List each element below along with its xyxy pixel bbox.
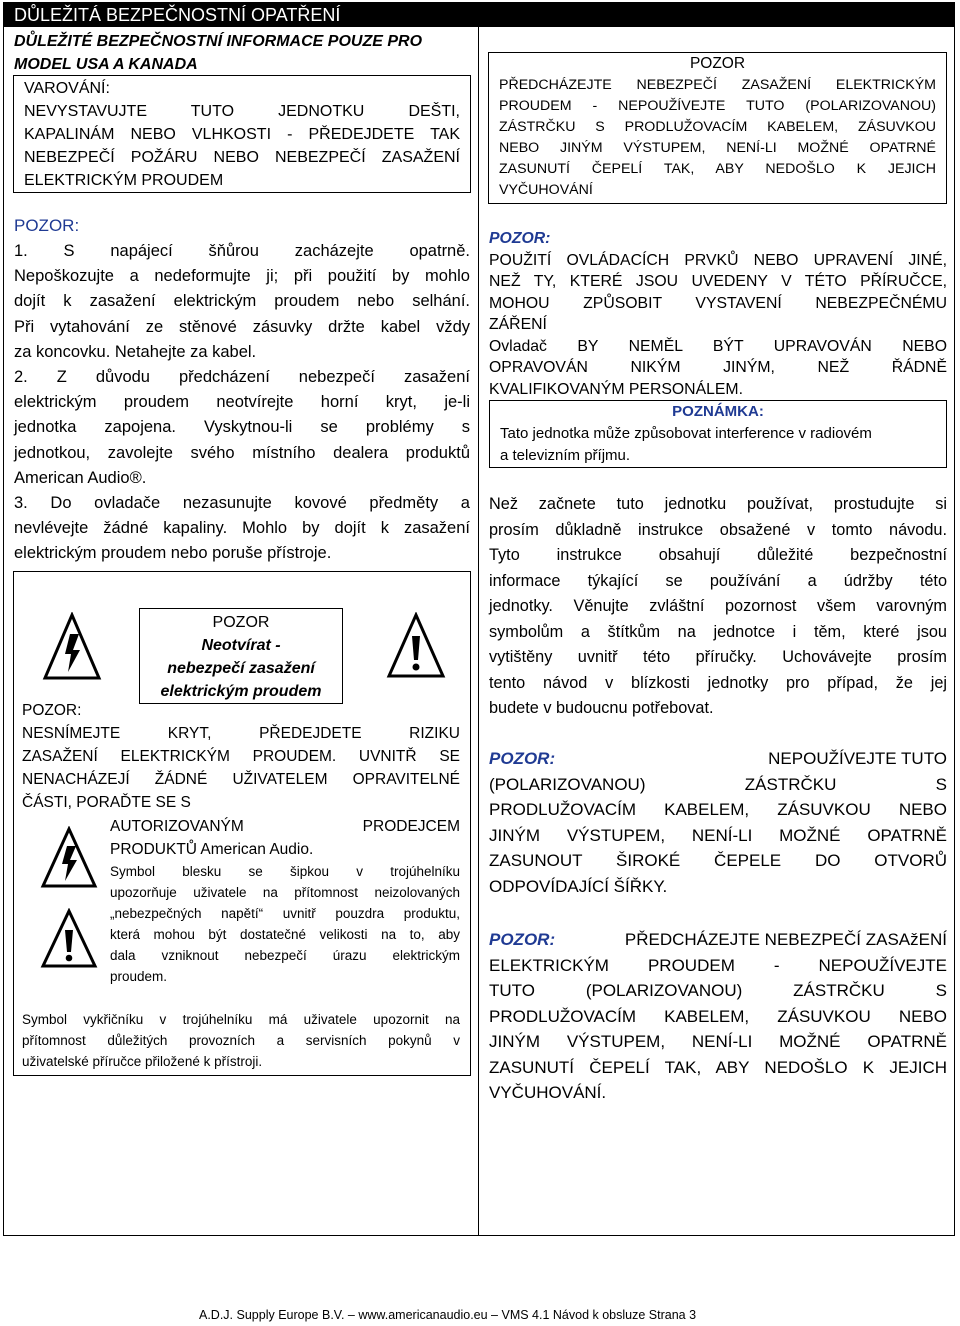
intro-line: budete v budoucnu potřebovat. bbox=[489, 699, 714, 717]
pozor-notice-line: elektrickým proudem bbox=[160, 683, 322, 700]
pozor-box-line: PŘEDCHÁZEJTE NEBEZPEČÍ ZASAŽENÍ ELEKTRICKÝM bbox=[499, 77, 936, 93]
pozor-box-line: VYČUHOVÁNÍ bbox=[499, 182, 593, 198]
warning-line: ELEKTRICKÝM PROUDEM bbox=[24, 172, 224, 189]
pozor-plug-box bbox=[488, 52, 947, 204]
excl-desc-line: Symbol vykřičníku v trojúhelníku má uživatele upozornit na bbox=[22, 1012, 460, 1027]
exclamation-warning-icon bbox=[386, 612, 446, 680]
pozor-shock-line: TUTO (POLARIZOVANOU) ZÁSTRČKU S bbox=[489, 981, 947, 1000]
us-canada-title bbox=[14, 30, 470, 76]
pozor-label: POZOR: bbox=[489, 230, 551, 247]
title-line: MODEL USA A KANADA bbox=[14, 56, 198, 73]
title-line: DŮLEŽITÉ BEZPEČNOSTNÍ INFORMACE POUZE PRO bbox=[14, 33, 423, 50]
instruction-line: American Audio®. bbox=[14, 468, 147, 487]
excl-desc-line: uživatelské příručce přiložené k přístroji. bbox=[22, 1054, 263, 1069]
bolt-desc-line: proudem. bbox=[110, 969, 168, 984]
pozor-shock-line: ELEKTRICKÝM PROUDEM - NEPOUŽÍVEJTE bbox=[489, 955, 947, 975]
note-line: Tato jednotka může způsobovat interference v radiovém bbox=[500, 425, 872, 442]
pozor-notice-title: POZOR bbox=[212, 614, 270, 631]
symbol-warning-label: POZOR: bbox=[22, 702, 82, 719]
pozor-notice-line: nebezpečí zasažení bbox=[167, 660, 315, 677]
lightning-warning-icon bbox=[42, 612, 102, 682]
symbol-warning-line: NESNÍMEJTE KRYT, PŘEDEJDETE RIZIKU bbox=[22, 725, 460, 742]
bolt-desc-line: „nebezpečných napětí“ uvnitř pouzdra produktu, bbox=[110, 906, 460, 921]
page-footer: A.D.J. Supply Europe B.V. – www.americanaudio.eu – VMS 4.1 Návod k obsluze Strana 3 bbox=[199, 1308, 697, 1322]
exclamation-warning-icon bbox=[40, 908, 98, 970]
warning-box bbox=[13, 75, 471, 193]
pozor-controls-line: MOHOU ZPŮSOBIT VYSTAVENÍ NEBEZPEČNÉMU bbox=[489, 294, 947, 312]
pozor-polarized-line: (POLARIZOVANOU) ZÁSTRČKU S bbox=[489, 774, 947, 794]
pozor-box-line: PROUDEM - NEPOUŽÍVEJTE TUTO (POLARIZOVANOU) bbox=[499, 98, 936, 114]
instruction-line: 2. Z důvodu předcházení nebezpečí zasažení bbox=[14, 368, 470, 387]
bolt-desc-line: dala vzniknout nebezpečí úrazu elektrickým bbox=[110, 948, 460, 963]
instruction-line: 3. Do ovladače nezasunujte kovové předměty a bbox=[14, 494, 470, 513]
pozor-shock-line: PRODLUŽOVACÍM KABELEM, ZÁSUVKOU NEBO bbox=[489, 1006, 947, 1026]
pozor-shock-line: VYČUHOVÁNÍ. bbox=[489, 1083, 607, 1102]
pozor-shock-line: JINÝM VÝSTUPEM, NENÍ-LI MOŽNÉ OPATRNĚ bbox=[489, 1032, 947, 1051]
intro-paragraph bbox=[489, 492, 947, 722]
warning-line: KAPALINÁM NEBO VLHKOSTI - PŘEDEJDETE TAK bbox=[24, 126, 460, 143]
section-header: DŮLEŽITÁ BEZPEČNOSTNÍ OPATŘENÍ bbox=[4, 3, 954, 27]
symbol-warning-line: AUTORIZOVANÝM PRODEJCEM bbox=[110, 818, 460, 835]
bolt-desc-line: upozorňuje uživatele na přítomnost neizolovaných bbox=[110, 885, 460, 900]
pozor-polarized-text: NEPOUŽÍVEJTE TUTO bbox=[768, 749, 947, 768]
pozor-controls-line: KVALIFIKOVANÝM PERSONÁLEM. bbox=[489, 380, 743, 398]
instruction-line: elektrickým proudem nebo poruše přístroje. bbox=[14, 544, 332, 563]
pozor-polarized-line: ZASUNOUT ŠIROKÉ ČEPELE DO OTVORŮ bbox=[489, 851, 947, 870]
pozor-shock-text: PŘEDCHÁZEJTE NEBEZPEČÍ ZASAžENÍ bbox=[624, 930, 947, 949]
exclamation-symbol-description bbox=[22, 1009, 460, 1072]
bolt-desc-line: která mohou být dostatečné velikosti na to, aby bbox=[110, 927, 460, 942]
symbol-warning-line: ZASAŽENÍ ELEKTRICKÝM PROUDEM. UVNITŘ SE bbox=[22, 748, 460, 765]
lightning-warning-icon bbox=[40, 826, 98, 890]
pozor-polarized-line: JINÝM VÝSTUPEM, NENÍ-LI MOŽNÉ OPATRNĚ bbox=[489, 825, 947, 845]
intro-line: Než začnete tuto jednotku používat, prostudujte si bbox=[489, 495, 947, 513]
pozor-notice-line: Neotvírat - bbox=[201, 637, 281, 654]
symbol-warning-indent bbox=[110, 815, 460, 861]
intro-line: informace týkající se používání a údržby této bbox=[489, 571, 947, 590]
instruction-line: nevlévejte žádné kapaliny. Mohlo by dojít k zasažení bbox=[14, 519, 470, 538]
instruction-line: jednotka zapojena. Vyskytnou-li se problémy s bbox=[14, 418, 470, 437]
instruction-line: jednotkou, zavolejte svého místního dealera produktů bbox=[14, 443, 470, 462]
intro-line: jednotky. Věnujte zvláštní pozornost všem varovným bbox=[489, 597, 947, 615]
instruction-line: 1. S napájecí šňůrou zacházejte opatrně. bbox=[14, 242, 470, 260]
bolt-symbol-description bbox=[110, 861, 460, 987]
warning-label: VAROVÁNÍ: bbox=[24, 80, 110, 97]
pozor-label: POZOR: bbox=[489, 749, 556, 768]
instruction-line: elektrickým proudem neotvírejte horní kryt, je-li bbox=[14, 393, 470, 412]
pozor-label: POZOR: bbox=[14, 216, 80, 235]
pozor-polarized-first-line bbox=[489, 746, 947, 772]
note-title: POZNÁMKA: bbox=[672, 403, 764, 420]
pozor-controls-line: Ovladač BY NEMĚL BÝT UPRAVOVÁN NEBO bbox=[489, 337, 947, 355]
symbol-warning-text bbox=[22, 699, 460, 814]
instruction-line: dojít k zasažení elektrickým proudem nebo selhání. bbox=[14, 292, 470, 311]
pozor-shock-section bbox=[489, 927, 947, 1106]
pozor-polarized-line: ODPOVÍDAJÍCÍ ŠÍŘKY. bbox=[489, 876, 668, 896]
instruction-line: Nepoškozujte a nedeformujte ji; při použití by mohlo bbox=[14, 267, 470, 286]
pozor-shock-first-line bbox=[489, 927, 947, 953]
pozor-notice-box bbox=[139, 608, 343, 704]
pozor-controls-line: ZÁŘENÍ bbox=[489, 316, 547, 333]
pozor-controls-line: POUŽITÍ OVLÁDACÍCH PRVKŮ NEBO UPRAVENÍ JINÉ, bbox=[489, 251, 947, 269]
pozor-polarized-line: PRODLUŽOVACÍM KABELEM, ZÁSUVKOU NEBO bbox=[489, 800, 947, 819]
pozor-box-line: NEBO JINÝM VÝSTUPEM, NENÍ-LI MOŽNÉ OPATRNÉ bbox=[499, 140, 936, 156]
pozor-box-line: ZASUNUTÍ ČEPELÍ TAK, ABY NEDOŠLO K JEJICH bbox=[499, 161, 936, 177]
pozor-shock-line: ZASUNUTÍ ČEPELÍ TAK, ABY NEDOŠLO K JEJICH bbox=[489, 1057, 947, 1077]
column-divider bbox=[478, 27, 479, 1236]
bolt-desc-line: Symbol blesku se šipkou v trojúhelníku bbox=[110, 864, 460, 879]
symbol-warning-line: NENACHÁZEJÍ ŽÁDNÉ UŽIVATELEM OPRAVITELNÉ bbox=[22, 771, 460, 788]
pozor-controls-line: OPRAVOVÁN NIKÝM JINÝM, NEŽ ŘÁDNĚ bbox=[489, 359, 947, 376]
intro-line: vytištěny uvnitř této příručky. Uchovávejte prosím bbox=[489, 648, 947, 666]
pozor-box-line: ZÁSTRČKU S PRODLUŽOVACÍM KABELEM, ZÁSUVKOU bbox=[499, 119, 936, 135]
pozor-controls-section bbox=[489, 228, 947, 400]
warning-line: NEBEZPEČÍ POŽÁRU NEBO NEBEZPEČÍ ZASAŽENÍ bbox=[24, 149, 460, 166]
instructions bbox=[14, 239, 470, 567]
intro-line: prosím důkladně instrukce obsažené v tomto návodu. bbox=[489, 520, 947, 539]
symbol-warning-line: PRODUKTŮ American Audio. bbox=[110, 841, 314, 858]
excl-desc-line: přítomnost důležitých provozních a servisních pokynů v bbox=[22, 1033, 460, 1048]
symbol-warning-line: ČÁSTI, PORAĎTE SE S bbox=[22, 794, 191, 811]
pozor-box-title: POZOR bbox=[689, 55, 746, 72]
intro-line: symbolům a štítkům na jednotce i těm, které jsou bbox=[489, 622, 947, 641]
pozor-polarized-section bbox=[489, 746, 947, 899]
note-box bbox=[489, 400, 947, 468]
pozor-controls-line: NEŽ TY, KTERÉ JSOU UVEDENY V TÉTO PŘÍRUČCE, bbox=[489, 273, 947, 290]
intro-line: Tyto instrukce obsahují důležité bezpečnostní bbox=[489, 546, 947, 564]
pozor-label: POZOR: bbox=[489, 930, 556, 949]
note-line: a televizním příjmu. bbox=[500, 447, 631, 464]
instruction-line: za koncovku. Netahejte za kabel. bbox=[14, 342, 257, 361]
intro-line: tento návod v blízkosti jednotky pro případ, že jej bbox=[489, 673, 947, 692]
instruction-line: Při vytahování ze stěnové zásuvky držte kabel vždy bbox=[14, 317, 470, 336]
warning-line: NEVYSTAVUJTE TUTO JEDNOTKU DEŠTI, bbox=[24, 103, 460, 120]
